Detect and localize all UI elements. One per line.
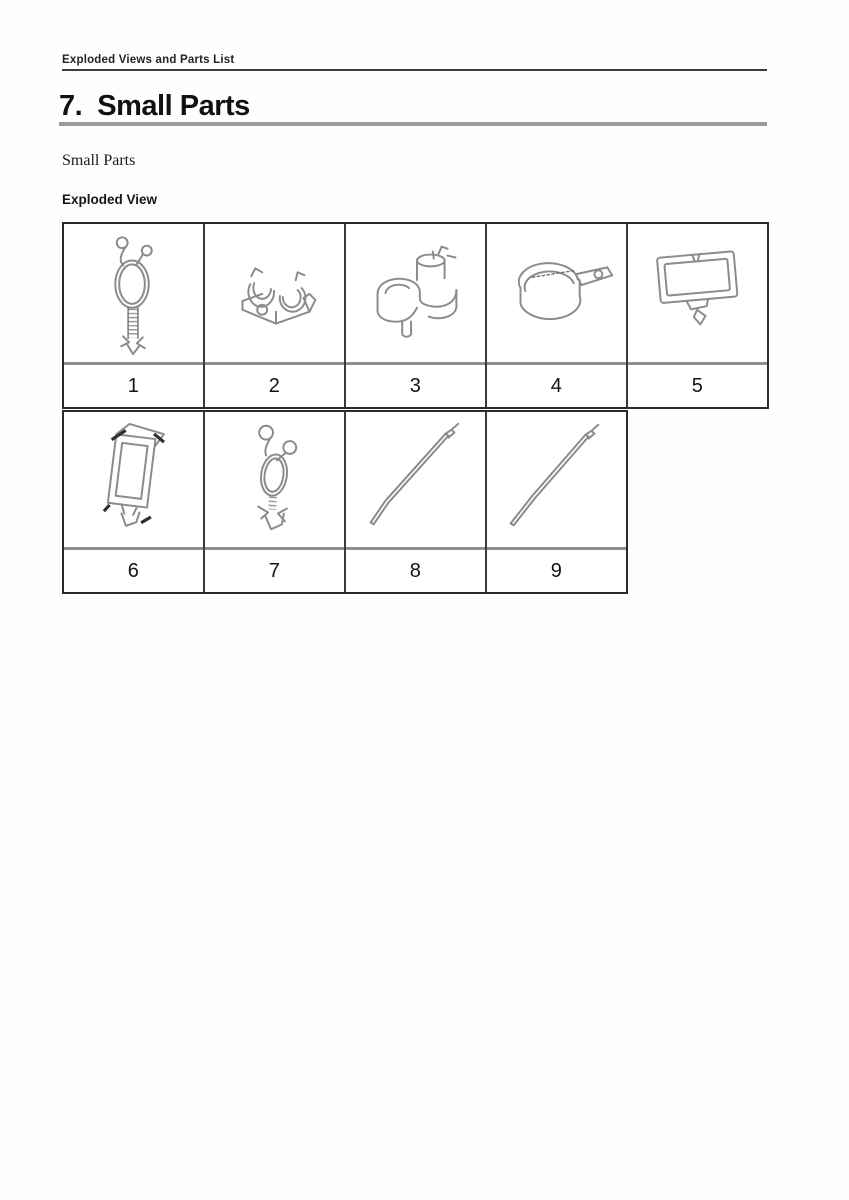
part-number-label: 7: [205, 547, 344, 592]
part-number-label: 6: [64, 547, 203, 592]
table-cell-part-1: [64, 224, 203, 407]
section-label: Exploded View: [62, 192, 158, 207]
exploded-view-table-row-2: [62, 410, 628, 594]
part-number-label: 8: [346, 547, 485, 592]
vertical-wire-saddle-icon: [64, 412, 203, 547]
title-rule-divider: [59, 122, 767, 126]
exploded-view-table-row-1: [62, 222, 769, 409]
table-cell-part-9: [485, 412, 626, 592]
part-number-label: 2: [205, 362, 344, 407]
twist-lock-cable-clip-icon: [64, 224, 203, 362]
cable-tie-icon: [487, 412, 626, 547]
table-cell-part-3: [344, 224, 485, 407]
rectangular-wire-saddle-icon: [628, 224, 767, 362]
table-cell-part-6: [64, 412, 203, 592]
part-number-label: 1: [64, 362, 203, 407]
cable-tie-icon: [346, 412, 485, 547]
part-number-label: 5: [628, 362, 767, 407]
table-cell-part-8: [344, 412, 485, 592]
table-cell-part-2: [203, 224, 344, 407]
part-number-label: 3: [346, 362, 485, 407]
table-cell-part-4: [485, 224, 626, 407]
table-cell-part-5: [626, 224, 767, 407]
s-shaped-cable-clamp-icon: [346, 224, 485, 362]
p-clamp-icon: [487, 224, 626, 362]
page-title: 7. Small Parts: [59, 90, 250, 122]
double-jaw-cable-clamp-icon: [205, 224, 344, 362]
header-rule-divider: [62, 69, 767, 71]
push-mount-cable-clip-icon: [205, 412, 344, 547]
subtitle: Small Parts: [62, 152, 136, 169]
table-cell-part-7: [203, 412, 344, 592]
part-number-label: 9: [487, 547, 626, 592]
part-number-label: 4: [487, 362, 626, 407]
running-header: Exploded Views and Parts List: [62, 54, 235, 66]
